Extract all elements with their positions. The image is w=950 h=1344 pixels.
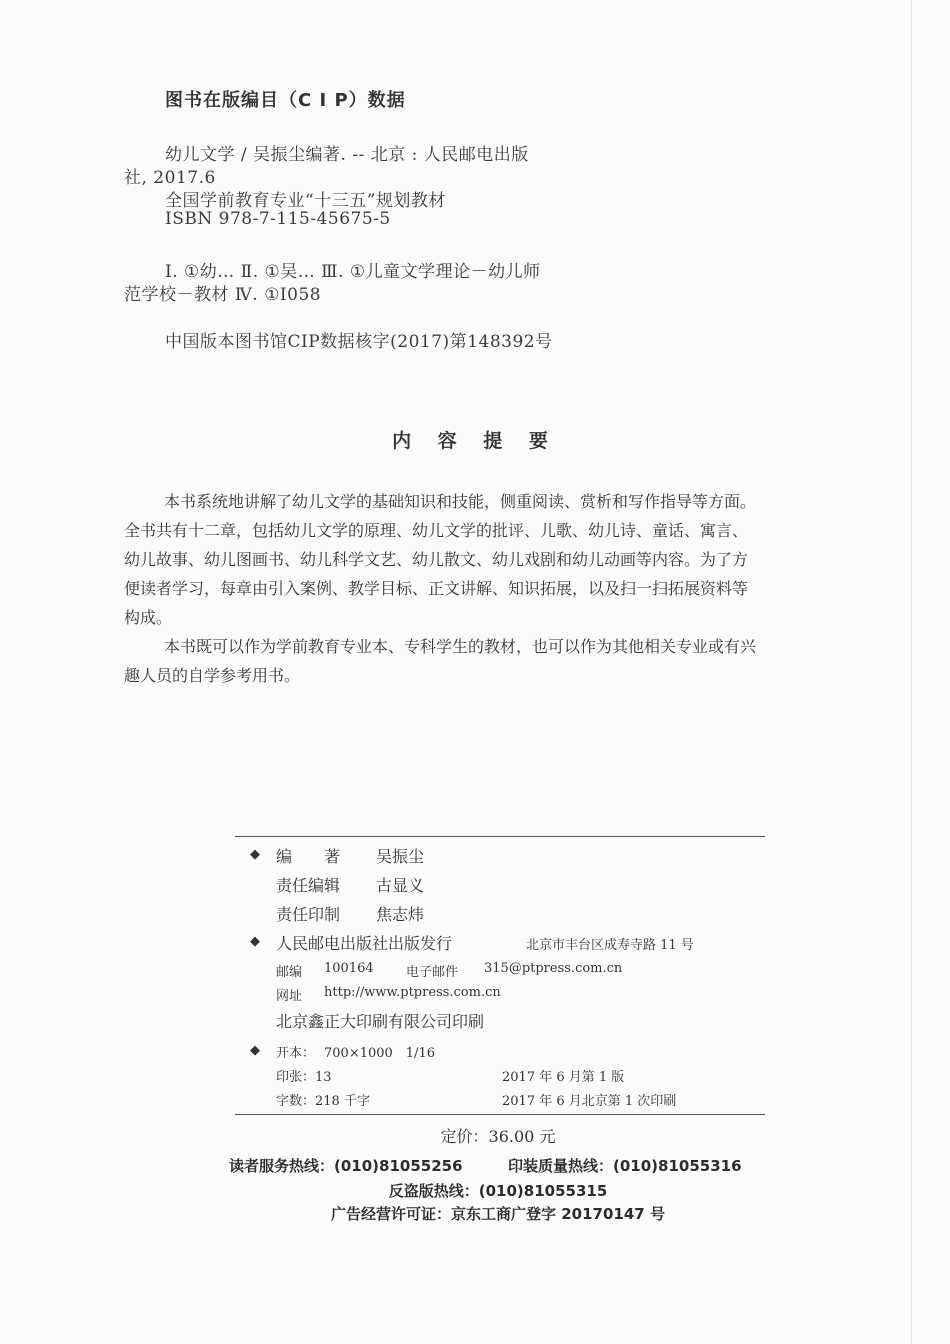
format-label: 开本：: [276, 1046, 316, 1061]
piracy-hotline: 反盗版热线：(010)81055315: [388, 1182, 608, 1200]
cip-line-date: 社, 2017.6: [124, 168, 216, 188]
editor-name: 古显义: [376, 876, 425, 895]
sheets: 印张：13: [276, 1070, 332, 1085]
summary-line: 趣人员的自学参考用书。: [124, 666, 301, 685]
bullet-diamond: ◆: [250, 847, 260, 862]
email-label: 电子邮件: [406, 965, 459, 980]
website: http://www.ptpress.com.cn: [324, 985, 501, 1000]
website-label: 网址: [276, 989, 303, 1004]
quality-hotline: 印装质量热线：(010)81055316: [508, 1157, 742, 1175]
postcode-label: 邮编: [276, 965, 303, 980]
word-count: 字数：218 千字: [276, 1094, 370, 1109]
editor-label: 责任编辑: [276, 876, 341, 895]
summary-paragraph-2: [124, 632, 870, 690]
summary-line: 本书系统地讲解了幼儿文学的基础知识和技能，侧重阅读、赏析和写作指导等方面。: [164, 492, 757, 511]
print-name: 焦志炜: [376, 905, 425, 924]
cip-line-record: 中国版本图书馆CIP数据核字(2017)第148392号: [165, 332, 553, 352]
cip-line-series: 全国学前教育专业“十三五”规划教材: [165, 191, 446, 211]
summary-line: 本书既可以作为学前教育专业本、专科学生的教材，也可以作为其他相关专业或有兴: [164, 637, 757, 656]
author-label: 编 著: [276, 847, 341, 866]
author-name: 吴振尘: [376, 847, 425, 866]
print-label: 责任印制: [276, 905, 341, 924]
cip-line-title: 幼儿文学 / 吴振尘编著. -- 北京 : 人民邮电出版: [165, 145, 529, 165]
summary-title: 内 容 提 要: [392, 430, 558, 452]
publisher: 人民邮电出版社出版发行: [276, 934, 453, 953]
printing: 2017 年 6 月北京第 1 次印刷: [502, 1094, 677, 1109]
cip-line-isbn: ISBN 978-7-115-45675-5: [165, 209, 391, 229]
ad-license: 广告经营许可证：京东工商广登字 20170147 号: [331, 1205, 665, 1223]
reader-hotline: 读者服务热线：(010)81055256: [229, 1157, 463, 1175]
summary-line: 幼儿故事、幼儿图画书、幼儿科学文艺、幼儿散文、幼儿戏剧和幼儿动画等内容。为了方: [124, 550, 749, 569]
publisher-address: 北京市丰台区成寿寺路 11 号: [526, 938, 694, 953]
cip-heading: 图书在版编目（C I P）数据: [165, 90, 406, 111]
email: 315@ptpress.com.cn: [484, 961, 623, 976]
summary-line: 全书共有十二章，包括幼儿文学的原理、幼儿文学的批评、儿歌、幼儿诗、童话、寓言、: [124, 521, 749, 540]
cip-line-classification: Ⅰ. ①幼… Ⅱ. ①吴… Ⅲ. ①儿童文学理论－幼儿师: [165, 262, 541, 282]
printer: 北京鑫正大印刷有限公司印刷: [276, 1012, 485, 1031]
credits-top-rule: [235, 836, 765, 837]
summary-paragraph-1: [124, 487, 870, 632]
summary-line: 便读者学习，每章由引入案例、教学目标、正文讲解、知识拓展，以及扫一扫拓展资料等: [124, 579, 749, 598]
bullet-diamond: ◆: [250, 1043, 260, 1058]
credits-bottom-rule: [235, 1114, 765, 1115]
postcode: 100164: [324, 961, 374, 976]
format: 700×1000 1/16: [324, 1046, 435, 1061]
edition: 2017 年 6 月第 1 版: [502, 1070, 625, 1085]
cip-line-classification-cont: 范学校－教材 Ⅳ. ①I058: [124, 285, 322, 305]
price: 定价：36.00 元: [440, 1127, 556, 1146]
bullet-diamond: ◆: [250, 934, 260, 949]
summary-line: 构成。: [124, 608, 173, 627]
